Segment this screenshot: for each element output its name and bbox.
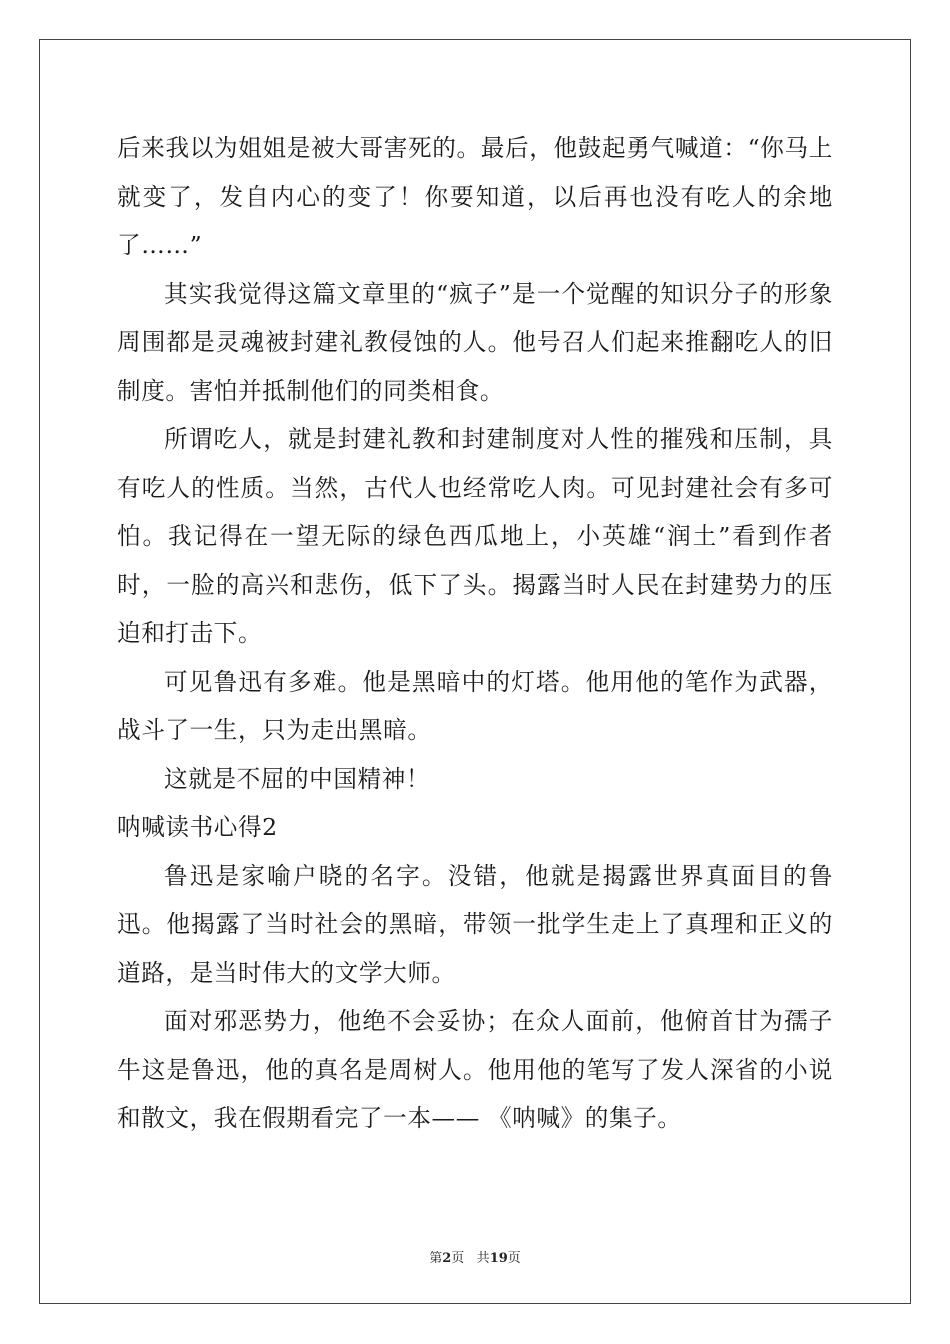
page-footer xyxy=(0,1247,950,1266)
section-paragraph-1: 鲁迅是家喻户晓的名字。没错，他就是揭露世界真面目的鲁迅。他揭露了当时社会的黑暗，带领一批学生走上了真理和正义的道路，是当时伟大的文学大师。 xyxy=(117,861,833,987)
paragraph-3: 所谓吃人，就是封建礼教和封建制度对人性的摧残和压制，具有吃人的性质。当然，古代人也经常吃人肉。可见封建社会有多可怕。我记得在一望无际的绿色西瓜地上，小英雄“润土”看到作者时，一脸的高兴和悲伤，低下了头。揭露当时人民在封建势力的压迫和打击下。 xyxy=(117,425,833,647)
paragraph-1: 后来我以为姐姐是被大哥害死的。最后，他鼓起勇气喊道：“你马上就变了，发自内心的变了！你要知道，以后再也没有吃人的余地了……” xyxy=(117,134,833,259)
section-paragraph-2: 面对邪恶势力，他绝不会妥协；在众人面前，他俯首甘为孺子牛这是鲁迅，他的真名是周树人。他用他的笔写了发人深省的小说和散文，我在假期看完了一本—— 《呐喊》的集子。 xyxy=(117,1007,833,1132)
paragraph-5: 这就是不屈的中国精神！ xyxy=(164,764,431,793)
document-body xyxy=(117,124,833,1143)
page-suffix: 页 xyxy=(451,1251,465,1266)
section-title: 呐喊读书心得2 xyxy=(117,813,278,841)
paragraph-2: 其实我觉得这篇文章里的“疯子”是一个觉醒的知识分子的形象周围都是灵魂被封建礼教侵蚀的人。他号召人们起来推翻吃人的旧制度。害怕并抵制他们的同类相食。 xyxy=(117,279,833,405)
page-number: 2 xyxy=(442,1251,452,1266)
total-pages: 19 xyxy=(489,1251,508,1266)
total-suffix: 页 xyxy=(507,1251,521,1266)
total-prefix: 共 xyxy=(476,1251,490,1266)
paragraph-4: 可见鲁迅有多难。他是黑暗中的灯塔。他用他的笔作为武器，战斗了一生，只为走出黑暗。 xyxy=(117,667,833,744)
page-prefix: 第 xyxy=(429,1251,443,1266)
